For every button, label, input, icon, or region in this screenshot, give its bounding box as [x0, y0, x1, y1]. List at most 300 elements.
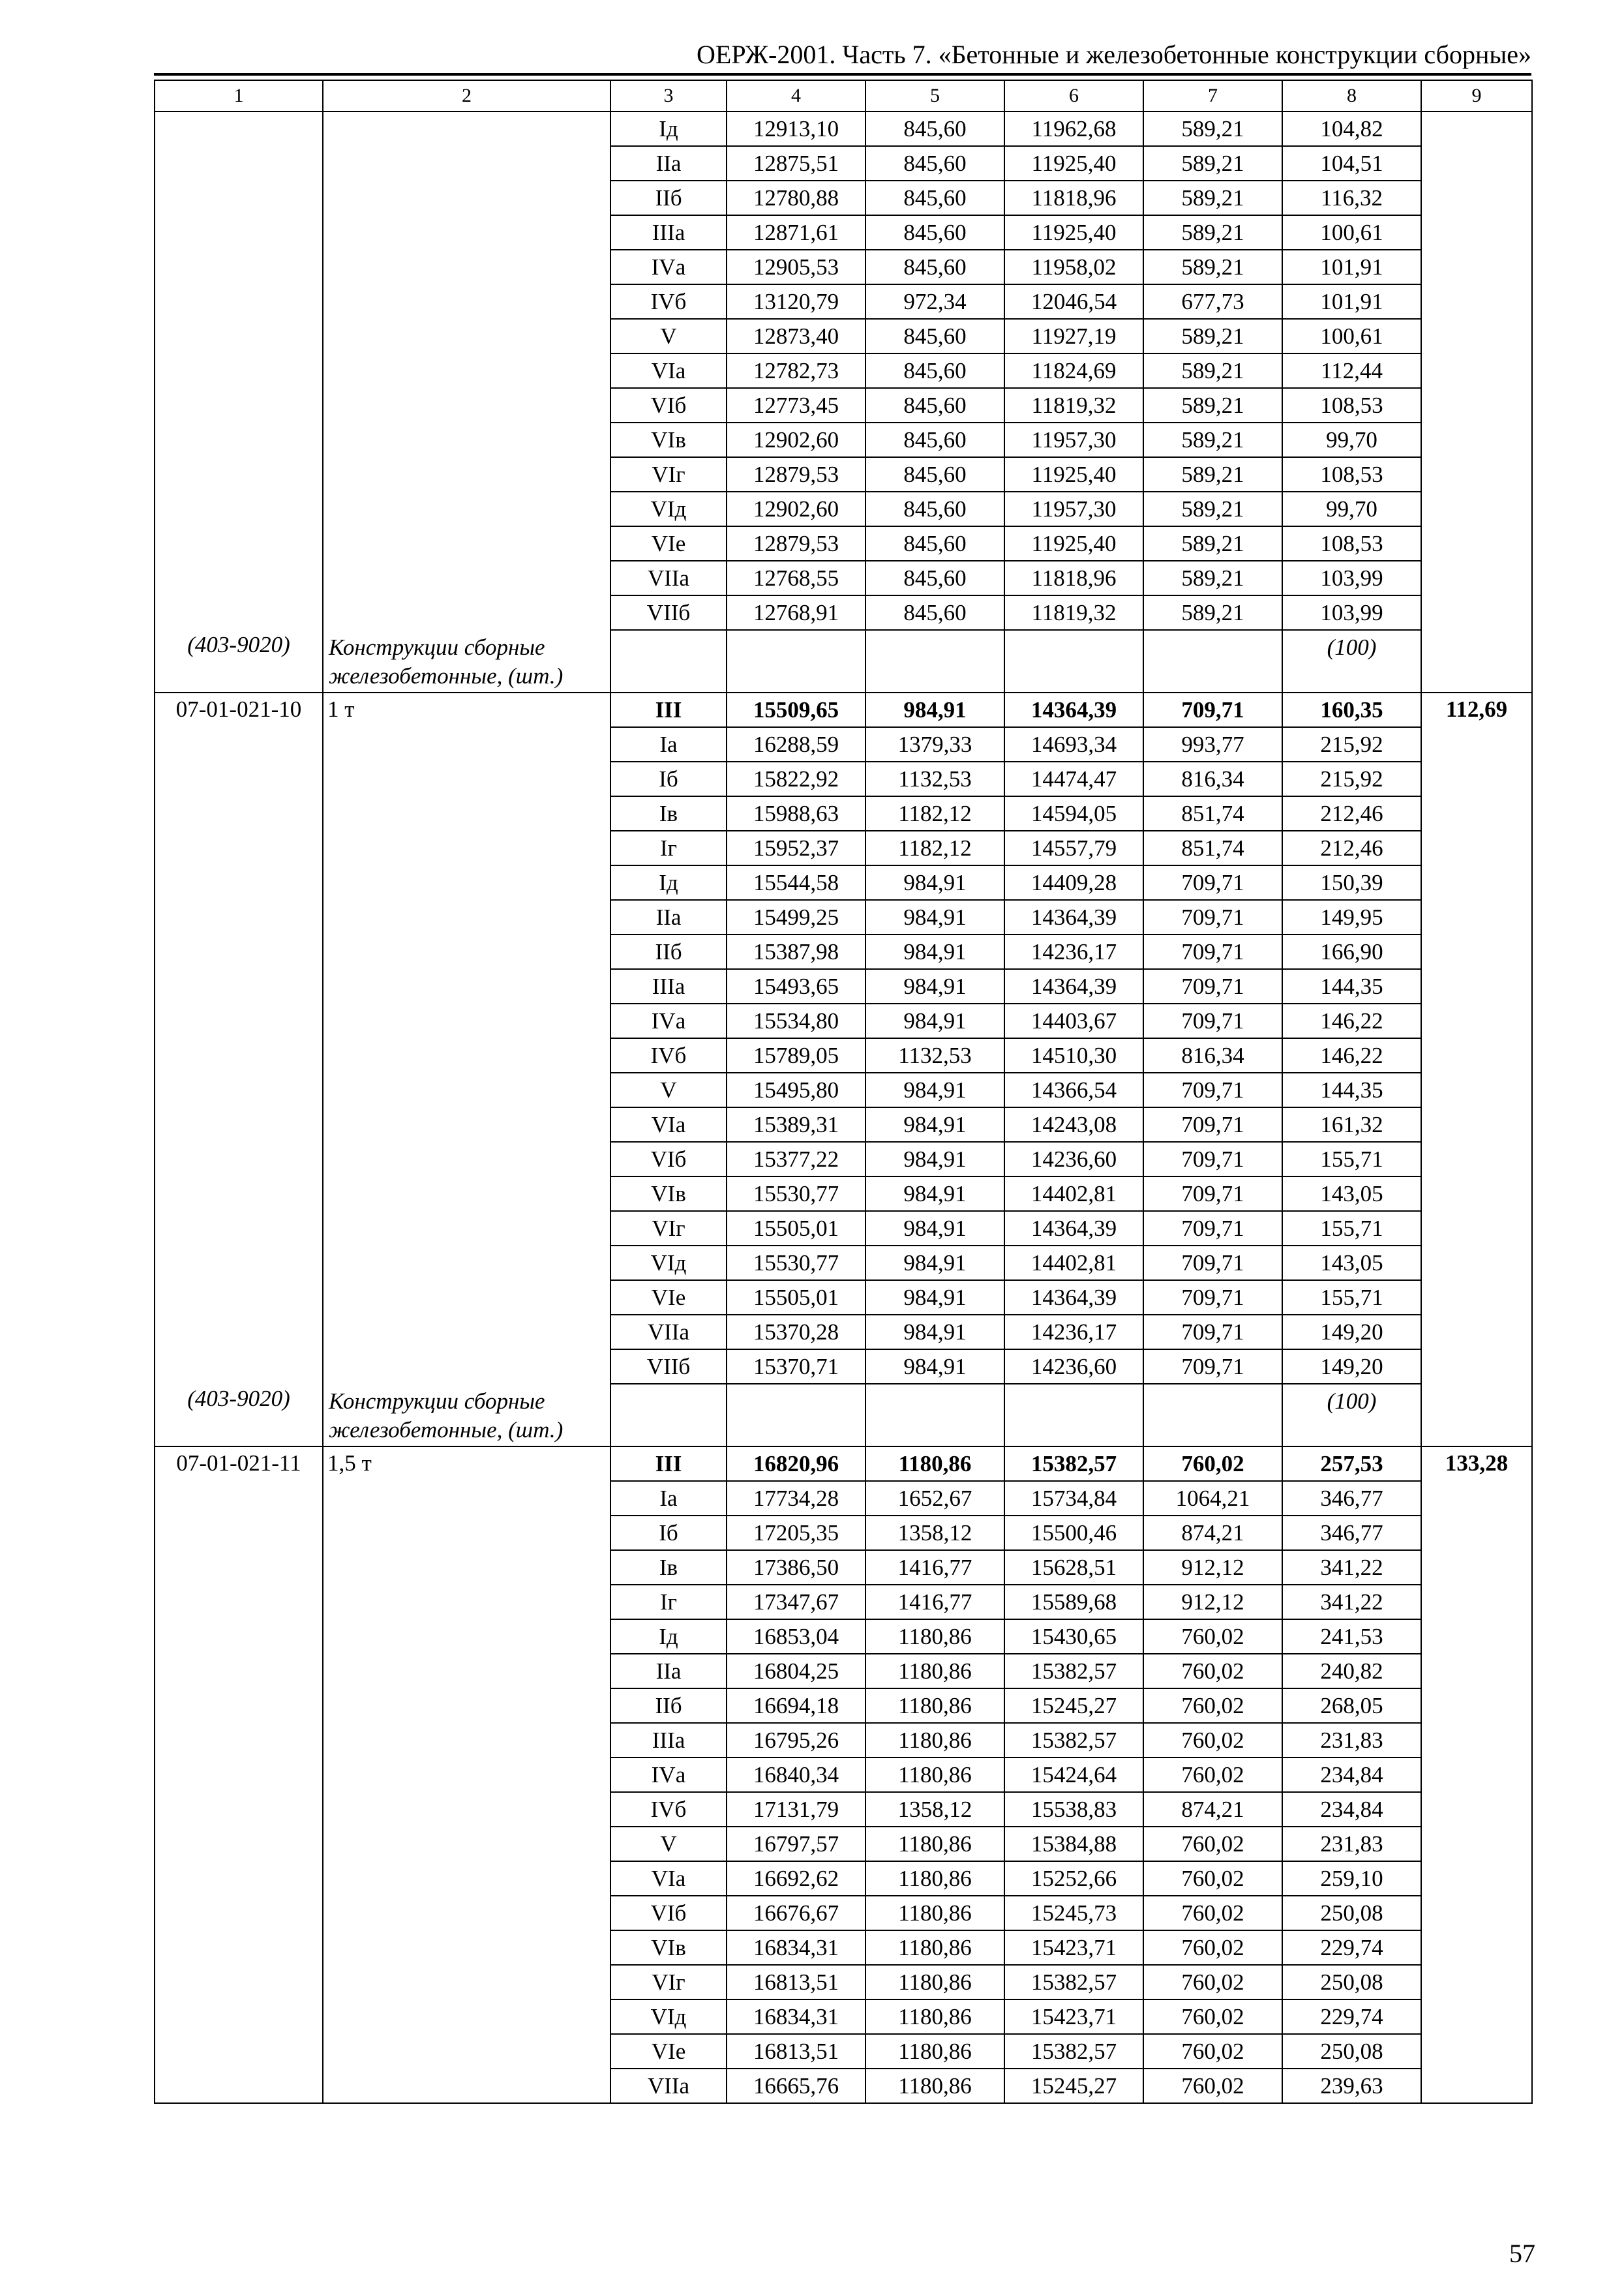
machines-cell: 15252,66	[1004, 1861, 1143, 1896]
machines-cell: 15245,73	[1004, 1896, 1143, 1930]
materials-cell: 231,83	[1282, 1827, 1421, 1861]
wages-cell: 1132,53	[865, 762, 1004, 796]
zone-cell: VIд	[610, 1999, 727, 2034]
driver-wages-cell: 760,02	[1143, 1965, 1282, 1999]
materials-cell: 155,71	[1282, 1280, 1421, 1315]
total-cost-cell: 16694,18	[727, 1688, 865, 1723]
driver-wages-cell: 589,21	[1143, 146, 1282, 181]
driver-wages-cell: 709,71	[1143, 693, 1282, 727]
driver-wages-cell: 709,71	[1143, 1004, 1282, 1038]
wages-cell: 1652,67	[865, 1481, 1004, 1516]
column-number: 6	[1004, 80, 1143, 112]
wages-cell: 984,91	[865, 693, 1004, 727]
wages-cell: 1358,12	[865, 1516, 1004, 1550]
machines-cell: 15423,71	[1004, 1930, 1143, 1965]
materials-cell: 155,71	[1282, 1211, 1421, 1246]
total-cost-cell: 13120,79	[727, 284, 865, 319]
driver-wages-cell: 760,02	[1143, 1827, 1282, 1861]
materials-cell: 229,74	[1282, 1930, 1421, 1965]
wages-cell: 1180,86	[865, 2034, 1004, 2069]
wages-cell: 1180,86	[865, 1861, 1004, 1896]
total-cost-cell: 12768,55	[727, 561, 865, 595]
column-number: 4	[727, 80, 865, 112]
machines-cell: 11819,32	[1004, 595, 1143, 630]
driver-wages-cell: 589,21	[1143, 423, 1282, 457]
materials-cell: 100,61	[1282, 319, 1421, 353]
total-cost-cell: 15509,65	[727, 693, 865, 727]
total-cost-cell: 15493,65	[727, 969, 865, 1004]
note-value-cell: (100)	[1282, 630, 1421, 693]
item-name-cell	[323, 693, 610, 1446]
machines-cell: 15382,57	[1004, 1446, 1143, 1481]
wages-cell: 1132,53	[865, 1038, 1004, 1073]
zone-cell: VIб	[610, 1896, 727, 1930]
materials-cell: 166,90	[1282, 935, 1421, 969]
zone-cell: VIа	[610, 1861, 727, 1896]
driver-wages-cell: 677,73	[1143, 284, 1282, 319]
materials-cell: 116,32	[1282, 181, 1421, 215]
materials-cell: 160,35	[1282, 693, 1421, 727]
zone-cell: VIв	[610, 1930, 727, 1965]
zone-cell: IVа	[610, 250, 727, 284]
wages-cell: 1180,86	[865, 1999, 1004, 2034]
total-cost-cell: 17205,35	[727, 1516, 865, 1550]
wages-cell: 984,91	[865, 1349, 1004, 1384]
note-code: (403-9020)	[187, 1386, 290, 1411]
header-rule	[154, 73, 1531, 76]
total-cost-cell: 15389,31	[727, 1107, 865, 1142]
rates-table	[154, 80, 1533, 2104]
total-cost-cell: 15534,80	[727, 1004, 865, 1038]
wages-cell: 1180,86	[865, 1896, 1004, 1930]
materials-cell: 149,20	[1282, 1315, 1421, 1349]
wages-cell: 1182,12	[865, 831, 1004, 865]
machines-cell: 14557,79	[1004, 831, 1143, 865]
machines-cell: 11957,30	[1004, 423, 1143, 457]
zone-cell: V	[610, 1827, 727, 1861]
driver-wages-cell: 709,71	[1143, 865, 1282, 900]
driver-wages-cell: 760,02	[1143, 1688, 1282, 1723]
item-code-cell	[155, 1446, 323, 2103]
total-cost-cell: 15377,22	[727, 1142, 865, 1176]
item-unit: 1,5 т	[327, 1450, 372, 1476]
zone-cell: Iд	[610, 865, 727, 900]
zone-cell: VIд	[610, 1246, 727, 1280]
zone-cell: Iа	[610, 727, 727, 762]
zone-cell: Iб	[610, 1516, 727, 1550]
machines-cell: 14364,39	[1004, 900, 1143, 935]
total-cost-cell: 12902,60	[727, 492, 865, 526]
driver-wages-cell: 709,71	[1143, 1280, 1282, 1315]
total-cost-cell: 12879,53	[727, 526, 865, 561]
materials-cell: 229,74	[1282, 1999, 1421, 2034]
zone-cell: VIа	[610, 1107, 727, 1142]
materials-cell: 103,99	[1282, 561, 1421, 595]
driver-wages-cell: 760,02	[1143, 1861, 1282, 1896]
materials-cell: 146,22	[1282, 1038, 1421, 1073]
wages-cell: 1180,86	[865, 1965, 1004, 1999]
materials-cell: 99,70	[1282, 492, 1421, 526]
materials-cell: 212,46	[1282, 831, 1421, 865]
driver-wages-cell: 589,21	[1143, 353, 1282, 388]
zone-cell: VIб	[610, 388, 727, 423]
wages-cell: 845,60	[865, 181, 1004, 215]
materials-cell: 103,99	[1282, 595, 1421, 630]
wages-cell: 1416,77	[865, 1550, 1004, 1585]
machines-cell: 11927,19	[1004, 319, 1143, 353]
zone-cell: V	[610, 319, 727, 353]
zone-cell: VIв	[610, 1176, 727, 1211]
empty-cell	[1004, 630, 1143, 693]
total-cost-cell: 16288,59	[727, 727, 865, 762]
total-cost-cell: 16795,26	[727, 1723, 865, 1758]
zone-cell: VIг	[610, 1211, 727, 1246]
zone-cell: IIIа	[610, 215, 727, 250]
wages-cell: 1180,86	[865, 1619, 1004, 1654]
machines-cell: 15500,46	[1004, 1516, 1143, 1550]
wages-cell: 984,91	[865, 1004, 1004, 1038]
materials-cell: 143,05	[1282, 1176, 1421, 1211]
total-cost-cell: 16834,31	[727, 1999, 865, 2034]
wages-cell: 845,60	[865, 492, 1004, 526]
machines-cell: 14236,60	[1004, 1142, 1143, 1176]
driver-wages-cell: 709,71	[1143, 1349, 1282, 1384]
wages-cell: 984,91	[865, 1107, 1004, 1142]
column-number: 3	[610, 80, 727, 112]
machines-cell: 15245,27	[1004, 2069, 1143, 2103]
machines-cell: 14594,05	[1004, 796, 1143, 831]
machines-cell: 11824,69	[1004, 353, 1143, 388]
materials-cell: 112,44	[1282, 353, 1421, 388]
materials-cell: 234,84	[1282, 1758, 1421, 1792]
empty-cell	[1143, 1384, 1282, 1446]
total-cost-cell: 12780,88	[727, 181, 865, 215]
zone-cell: VIг	[610, 1965, 727, 1999]
driver-wages-cell: 851,74	[1143, 831, 1282, 865]
total-cost-cell: 16820,96	[727, 1446, 865, 1481]
materials-cell: 257,53	[1282, 1446, 1421, 1481]
materials-cell: 155,71	[1282, 1142, 1421, 1176]
zone-cell: VIб	[610, 1142, 727, 1176]
materials-cell: 161,32	[1282, 1107, 1421, 1142]
total-cost-cell: 12902,60	[727, 423, 865, 457]
zone-cell: III	[610, 1446, 727, 1481]
total-cost-cell: 16853,04	[727, 1619, 865, 1654]
machines-cell: 11925,40	[1004, 526, 1143, 561]
machines-cell: 11925,40	[1004, 215, 1143, 250]
materials-cell: 144,35	[1282, 1073, 1421, 1107]
materials-cell: 231,83	[1282, 1723, 1421, 1758]
machines-cell: 11925,40	[1004, 457, 1143, 492]
item-code: 07-01-021-11	[176, 1450, 301, 1476]
materials-cell: 143,05	[1282, 1246, 1421, 1280]
wages-cell: 1358,12	[865, 1792, 1004, 1827]
driver-wages-cell: 760,02	[1143, 1723, 1282, 1758]
machines-cell: 14402,81	[1004, 1246, 1143, 1280]
wages-cell: 984,91	[865, 1315, 1004, 1349]
driver-wages-cell: 760,02	[1143, 2069, 1282, 2103]
materials-cell: 240,82	[1282, 1654, 1421, 1688]
total-cost-cell: 12871,61	[727, 215, 865, 250]
total-cost-cell: 17131,79	[727, 1792, 865, 1827]
total-cost-cell: 16813,51	[727, 1965, 865, 1999]
item-code-cell	[155, 112, 323, 693]
driver-wages-cell: 709,71	[1143, 1073, 1282, 1107]
machines-cell: 15589,68	[1004, 1585, 1143, 1619]
machines-cell: 12046,54	[1004, 284, 1143, 319]
wages-cell: 845,60	[865, 423, 1004, 457]
column-number: 8	[1282, 80, 1421, 112]
empty-cell	[727, 630, 865, 693]
empty-cell	[1143, 630, 1282, 693]
empty-cell	[727, 1384, 865, 1446]
machines-cell: 11925,40	[1004, 146, 1143, 181]
materials-cell: 99,70	[1282, 423, 1421, 457]
driver-wages-cell: 709,71	[1143, 1315, 1282, 1349]
machines-cell: 15734,84	[1004, 1481, 1143, 1516]
materials-cell: 104,51	[1282, 146, 1421, 181]
machines-cell: 14693,34	[1004, 727, 1143, 762]
wages-cell: 984,91	[865, 935, 1004, 969]
total-cost-cell: 16676,67	[727, 1896, 865, 1930]
materials-cell: 149,20	[1282, 1349, 1421, 1384]
wages-cell: 845,60	[865, 146, 1004, 181]
wages-cell: 984,91	[865, 1073, 1004, 1107]
machines-cell: 15382,57	[1004, 1723, 1143, 1758]
machines-cell: 15423,71	[1004, 1999, 1143, 2034]
driver-wages-cell: 709,71	[1143, 1142, 1282, 1176]
total-cost-cell: 15530,77	[727, 1176, 865, 1211]
wages-cell: 1416,77	[865, 1585, 1004, 1619]
driver-wages-cell: 760,02	[1143, 1896, 1282, 1930]
machines-cell: 15628,51	[1004, 1550, 1143, 1585]
total-cost-cell: 12879,53	[727, 457, 865, 492]
total-cost-cell: 15952,37	[727, 831, 865, 865]
total-cost-cell: 15988,63	[727, 796, 865, 831]
zone-cell: IVа	[610, 1004, 727, 1038]
driver-wages-cell: 589,21	[1143, 319, 1282, 353]
total-cost-cell: 16834,31	[727, 1930, 865, 1965]
driver-wages-cell: 760,02	[1143, 1619, 1282, 1654]
machines-cell: 11957,30	[1004, 492, 1143, 526]
wages-cell: 984,91	[865, 900, 1004, 935]
labor-total-cell: 112,69	[1421, 693, 1532, 1446]
materials-cell: 346,77	[1282, 1516, 1421, 1550]
machines-cell: 14364,39	[1004, 1211, 1143, 1246]
materials-cell: 341,22	[1282, 1585, 1421, 1619]
empty-cell	[1004, 1384, 1143, 1446]
wages-cell: 845,60	[865, 561, 1004, 595]
zone-cell: IIб	[610, 181, 727, 215]
driver-wages-cell: 816,34	[1143, 1038, 1282, 1073]
zone-cell: IIа	[610, 900, 727, 935]
zone-cell: VIIа	[610, 2069, 727, 2103]
driver-wages-cell: 851,74	[1143, 796, 1282, 831]
item-name-cell	[323, 112, 610, 693]
zone-cell: Iв	[610, 1550, 727, 1585]
zone-cell: IIIа	[610, 969, 727, 1004]
total-cost-cell: 16797,57	[727, 1827, 865, 1861]
zone-cell: IVб	[610, 1038, 727, 1073]
wages-cell: 1180,86	[865, 1446, 1004, 1481]
materials-cell: 108,53	[1282, 526, 1421, 561]
machines-cell: 14474,47	[1004, 762, 1143, 796]
driver-wages-cell: 874,21	[1143, 1516, 1282, 1550]
materials-cell: 104,82	[1282, 112, 1421, 146]
wages-cell: 1180,86	[865, 1930, 1004, 1965]
materials-cell: 150,39	[1282, 865, 1421, 900]
wages-cell: 845,60	[865, 457, 1004, 492]
zone-cell: VIд	[610, 492, 727, 526]
driver-wages-cell: 589,21	[1143, 561, 1282, 595]
total-cost-cell: 15499,25	[727, 900, 865, 935]
materials-cell: 144,35	[1282, 969, 1421, 1004]
materials-cell: 241,53	[1282, 1619, 1421, 1654]
machines-cell: 14236,60	[1004, 1349, 1143, 1384]
materials-cell: 101,91	[1282, 284, 1421, 319]
materials-cell: 212,46	[1282, 796, 1421, 831]
machines-cell: 15382,57	[1004, 2034, 1143, 2069]
zone-cell: VIе	[610, 1280, 727, 1315]
zone-cell: Iа	[610, 1481, 727, 1516]
driver-wages-cell: 760,02	[1143, 1930, 1282, 1965]
wages-cell: 984,91	[865, 1280, 1004, 1315]
wages-cell: 845,60	[865, 250, 1004, 284]
machines-cell: 14402,81	[1004, 1176, 1143, 1211]
item-code: 07-01-021-10	[175, 696, 302, 722]
zone-cell: VIIа	[610, 1315, 727, 1349]
zone-cell: VIг	[610, 457, 727, 492]
column-number-row	[155, 80, 1532, 112]
zone-cell: IIа	[610, 1654, 727, 1688]
materials-cell: 250,08	[1282, 1965, 1421, 1999]
total-cost-cell: 15370,28	[727, 1315, 865, 1349]
machines-cell: 11818,96	[1004, 181, 1143, 215]
total-cost-cell: 12773,45	[727, 388, 865, 423]
note-name: Конструкции сборные железобетонные, (шт.)	[329, 1388, 564, 1443]
zone-cell: Iд	[610, 1619, 727, 1654]
driver-wages-cell: 589,21	[1143, 492, 1282, 526]
driver-wages-cell: 912,12	[1143, 1550, 1282, 1585]
driver-wages-cell: 760,02	[1143, 1999, 1282, 2034]
wages-cell: 984,91	[865, 969, 1004, 1004]
zone-cell: Iд	[610, 112, 727, 146]
total-cost-cell: 15530,77	[727, 1246, 865, 1280]
driver-wages-cell: 589,21	[1143, 457, 1282, 492]
note-name: Конструкции сборные железобетонные, (шт.)	[329, 635, 564, 689]
total-cost-cell: 16840,34	[727, 1758, 865, 1792]
note-code: (403-9020)	[187, 632, 290, 657]
total-cost-cell: 15370,71	[727, 1349, 865, 1384]
driver-wages-cell: 589,21	[1143, 215, 1282, 250]
driver-wages-cell: 589,21	[1143, 250, 1282, 284]
column-number: 5	[865, 80, 1004, 112]
materials-cell: 215,92	[1282, 727, 1421, 762]
materials-cell: 101,91	[1282, 250, 1421, 284]
total-cost-cell: 16692,62	[727, 1861, 865, 1896]
wages-cell: 845,60	[865, 595, 1004, 630]
total-cost-cell: 15789,05	[727, 1038, 865, 1073]
wages-cell: 845,60	[865, 215, 1004, 250]
total-cost-cell: 12905,53	[727, 250, 865, 284]
zone-cell: VIIа	[610, 561, 727, 595]
total-cost-cell: 12782,73	[727, 353, 865, 388]
wages-cell: 984,91	[865, 1176, 1004, 1211]
materials-cell: 239,63	[1282, 2069, 1421, 2103]
page-number: 57	[1509, 2239, 1535, 2268]
driver-wages-cell: 589,21	[1143, 526, 1282, 561]
item-unit: 1 т	[327, 696, 355, 722]
empty-cell	[610, 1384, 727, 1446]
driver-wages-cell: 709,71	[1143, 935, 1282, 969]
zone-cell: IVа	[610, 1758, 727, 1792]
column-number: 9	[1421, 80, 1532, 112]
wages-cell: 1182,12	[865, 796, 1004, 831]
zone-cell: III	[610, 693, 727, 727]
wages-cell: 1180,86	[865, 1654, 1004, 1688]
driver-wages-cell: 816,34	[1143, 762, 1282, 796]
total-cost-cell: 15822,92	[727, 762, 865, 796]
machines-cell: 14364,39	[1004, 969, 1143, 1004]
materials-cell: 149,95	[1282, 900, 1421, 935]
total-cost-cell: 12875,51	[727, 146, 865, 181]
wages-cell: 1180,86	[865, 1723, 1004, 1758]
item-code-cell	[155, 693, 323, 1446]
driver-wages-cell: 709,71	[1143, 900, 1282, 935]
zone-cell: VIв	[610, 423, 727, 457]
driver-wages-cell: 589,21	[1143, 112, 1282, 146]
wages-cell: 984,91	[865, 1211, 1004, 1246]
driver-wages-cell: 760,02	[1143, 1446, 1282, 1481]
zone-cell: VIIб	[610, 595, 727, 630]
zone-cell: IIа	[610, 146, 727, 181]
rates-table-body	[155, 80, 1532, 2103]
materials-cell: 346,77	[1282, 1481, 1421, 1516]
wages-cell: 845,60	[865, 526, 1004, 561]
materials-cell: 250,08	[1282, 2034, 1421, 2069]
machines-cell: 14403,67	[1004, 1004, 1143, 1038]
total-cost-cell: 17347,67	[727, 1585, 865, 1619]
total-cost-cell: 12873,40	[727, 319, 865, 353]
total-cost-cell: 12913,10	[727, 112, 865, 146]
machines-cell: 14236,17	[1004, 935, 1143, 969]
driver-wages-cell: 589,21	[1143, 595, 1282, 630]
total-cost-cell: 15544,58	[727, 865, 865, 900]
zone-cell: IIIа	[610, 1723, 727, 1758]
materials-cell: 100,61	[1282, 215, 1421, 250]
zone-cell: VIе	[610, 2034, 727, 2069]
total-cost-cell: 16665,76	[727, 2069, 865, 2103]
wages-cell: 984,91	[865, 1142, 1004, 1176]
driver-wages-cell: 589,21	[1143, 388, 1282, 423]
materials-cell: 259,10	[1282, 1861, 1421, 1896]
machines-cell: 14510,30	[1004, 1038, 1143, 1073]
column-number: 2	[323, 80, 610, 112]
materials-cell: 250,08	[1282, 1896, 1421, 1930]
machines-cell: 15538,83	[1004, 1792, 1143, 1827]
machines-cell: 14366,54	[1004, 1073, 1143, 1107]
table-row	[155, 112, 1532, 146]
materials-cell: 146,22	[1282, 1004, 1421, 1038]
total-cost-cell: 16813,51	[727, 2034, 865, 2069]
wages-cell: 1180,86	[865, 1688, 1004, 1723]
driver-wages-cell: 874,21	[1143, 1792, 1282, 1827]
labor-total-cell: 133,28	[1421, 1446, 1532, 2103]
zone-cell: VIе	[610, 526, 727, 561]
wages-cell: 984,91	[865, 865, 1004, 900]
materials-cell: 108,53	[1282, 388, 1421, 423]
total-cost-cell: 17734,28	[727, 1481, 865, 1516]
